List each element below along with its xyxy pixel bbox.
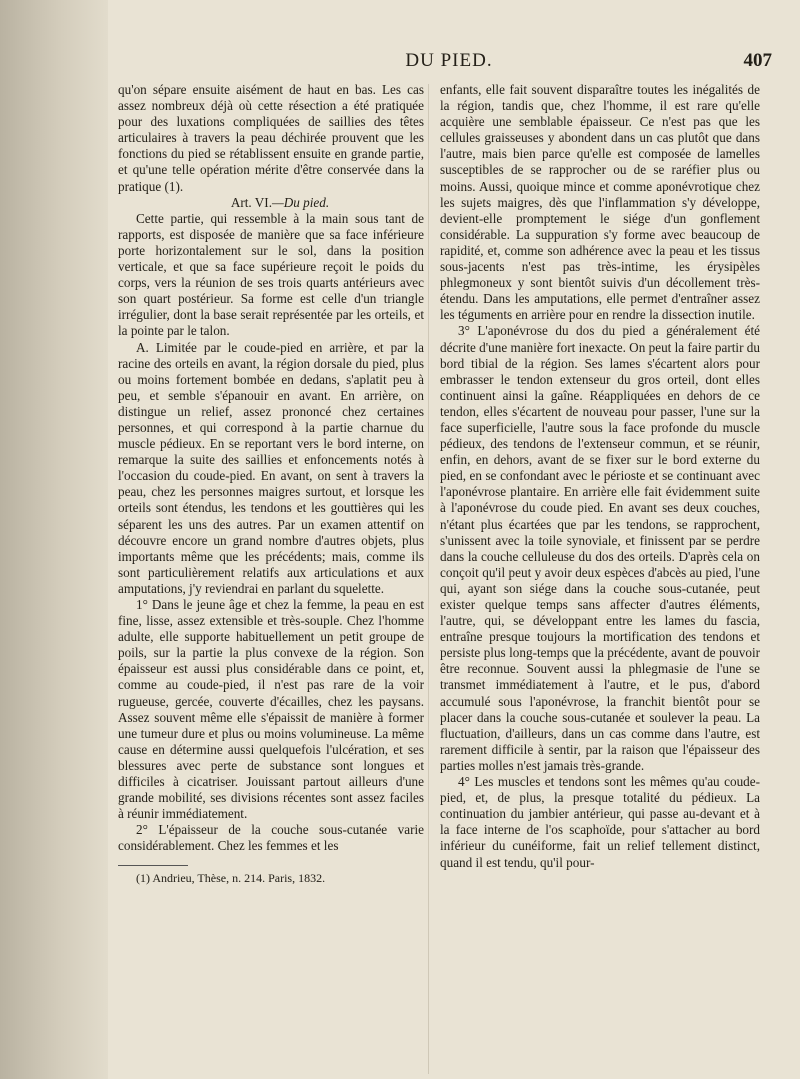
body-paragraph: 2° L'épaisseur de la couche sous-cutanée varie considérablement. Chez les femmes et les <box>118 822 424 854</box>
body-paragraph: 1° Dans le jeune âge et chez la femme, la peau en est fine, lisse, assez extensible et très-souple. Chez l'homme adulte, elle supporte habituellement un petit groupe de poils, sur la partie la plus convexe de la région. Son épaisseur est aussi plus considérable dans ce point, et, comme au coude-pied, il n'est pas rare de la voir rugueuse, gercée, couverte d'écailles, chez les paysans. Assez souvent même elle s'épaissit de manière à former une tumeur dure et plus ou moins volumineuse. La même cause en détermine aussi quelquefois l'ulcération, et ses blessures avec perte de substance sont longues et difficiles à cicatriser. Jouissant partout ailleurs d'une grande mobilité, ses divisions récentes sont assez faciles à réunir immédiatement. <box>118 597 424 822</box>
running-header <box>118 50 780 76</box>
article-title: —Du pied. <box>272 194 330 210</box>
body-paragraph: Cette partie, qui ressemble à la main sous tant de rapports, est disposée de manière que sa face inférieure porte horizontalement sur le sol, dans la position verticale, et que sa face supérieure reçoit le poids du corps, vers la réunion de ses trois quarts antérieurs avec son quart postérieur. Sa forme est celle d'un triangle irrégulier, dont la base serait représentée par les orteils, et la pointe par le talon. <box>118 210 424 339</box>
body-paragraph: 3° L'aponévrose du dos du pied a généralement été décrite d'une manière fort inexacte. On peut la faire partir du bord tibial de la région. Ses lames s'écartent alors pour embrasser le tendon extenseur du gros orteil, dont elles continuent ainsi la gaîne. Réappliquées en dehors de ce tendon, elles s'écartent de nouveau pour passer, l'une sur la face superficielle, l'autre sous la face profonde du muscle pédieux, des tendons de l'extenseur commun, et se réunir, enfin, en dehors, avant de se fixer sur le bord externe du pied, en se confondant avec le périoste et se continuant avec l'aponévrose plantaire. En arrière elle fait évidemment suite à l'aponévrose du coude pied. En avant ses deux couches, n'étant plus écartées que par les tendons, se rapprochent, s'unissent avec la toile synoviale, et finissent par se perdre dans la couche celluleuse du dos des orteils. D'après cela on conçoit qu'il peut y avoir deux espèces d'abcès au pied, l'une qui, ayant son siége dans la couche sous-cutanée, peut exister quelque temps sans affecter d'autres éléments, l'autre, qui, se développant entre les lames du fascia, entraîne presque toujours la mortification des tendons et persiste plus long-temps que la précédente, avant de pouvoir être reconnue. Souvent aussi la phlegmasie de l'une se transmet immédiatement à l'autre, et le pus, d'abord accumulé sous l'aponévrose, la franchit bientôt pour se placer dans la couche sous-cutanée et soulever la peau. La fluctuation, d'ailleurs, dans un cas comme dans l'autre, est rarement difficile à sentir, par la raison que l'épaisseur des parties molles n'est jamais très-grande. <box>440 323 760 773</box>
page-number: 407 <box>743 50 772 71</box>
running-title: DU PIED. <box>405 50 493 71</box>
article-label: Art. VI. <box>230 194 272 210</box>
facing-page-bleed <box>0 0 108 1079</box>
body-paragraph: enfants, elle fait souvent disparaître toutes les inégalités de la région, tandis que, chez l'homme, il est rare qu'elle acquière une semblable épaisseur. Ce n'est pas que les cellules graisseuses y abondent dans un cas plutôt que dans l'autre, mais bien parce qu'elle est composée de lamelles susceptibles de se rapprocher ou de se raréfier plus ou moins. Aussi, quoique mince et comme aponévrotique chez les sujets maigres, dès que l'inflammation s'y développe, devient-elle promptement le siége d'un gonflement considérable. La suppuration s'y forme avec beaucoup de rapidité, et, comme son adhérence avec la peau et les tissus sous-jacents n'est pas très-intime, les érysipèles phlegmoneux y sont bientôt suivis d'un décollement très-étendu. Dans les amputations, elle permet d'entraîner assez les téguments en arrière pour en rendre la dissection inutile. <box>440 82 760 323</box>
body-paragraph: A. Limitée par le coude-pied en arrière, et par la racine des orteils en avant, la région dorsale du pied, plus ou moins fortement bombée en dedans, s'aplatit peu à peu, et semble s'épanouir en avant. En arrière, on distingue un relief, assez prononcé chez certaines personnes, et qui correspond à la partie charnue du muscle pédieux. En se reportant vers le bord interne, on remarque la suite des saillies et enfoncements notés à l'occasion du coude-pied. En avant, on sent à travers la peau, chez les personnes maigres surtout, et lorsque les orteils sont étendus, les tendons et les gouttières qui les séparent les uns des autres. Par un examen attentif on découvre encore un grand nombre d'autres objets, plus importants même que les précédents; mais, comme ils sont particulièrement relatifs aux articulations et aux amputations, j'y reviendrai en parlant du squelette. <box>118 339 424 596</box>
right-column <box>440 82 760 871</box>
body-paragraph: 4° Les muscles et tendons sont les mêmes qu'au coude-pied, et, de plus, la presque totalité du pédieux. La continuation du jambier antérieur, qui passe au-devant et à la face interne de l'os scaphoïde, pour s'attacher au bord inférieur du cunéiforme, fait un relief tellement distinct, quand il est tendu, qu'il pour- <box>440 774 760 870</box>
footnote: (1) Andrieu, Thèse, n. 214. Paris, 1832. <box>136 870 326 885</box>
column-divider <box>428 84 429 1074</box>
footnote-rule <box>118 865 188 866</box>
article-heading <box>118 195 424 211</box>
intro-paragraph: qu'on sépare ensuite aisément de haut en bas. Les cas assez nombreux déjà où cette résection a été pratiquée pour des luxations compliquées de saillies des têtes articulaires à travers la peau déchirée prouvent que les fonctions du pied se rétablissent ensuite en grande partie, et qu'une telle opération mérite d'être conservée dans la pratique (1). <box>118 82 424 194</box>
left-column <box>118 82 424 886</box>
